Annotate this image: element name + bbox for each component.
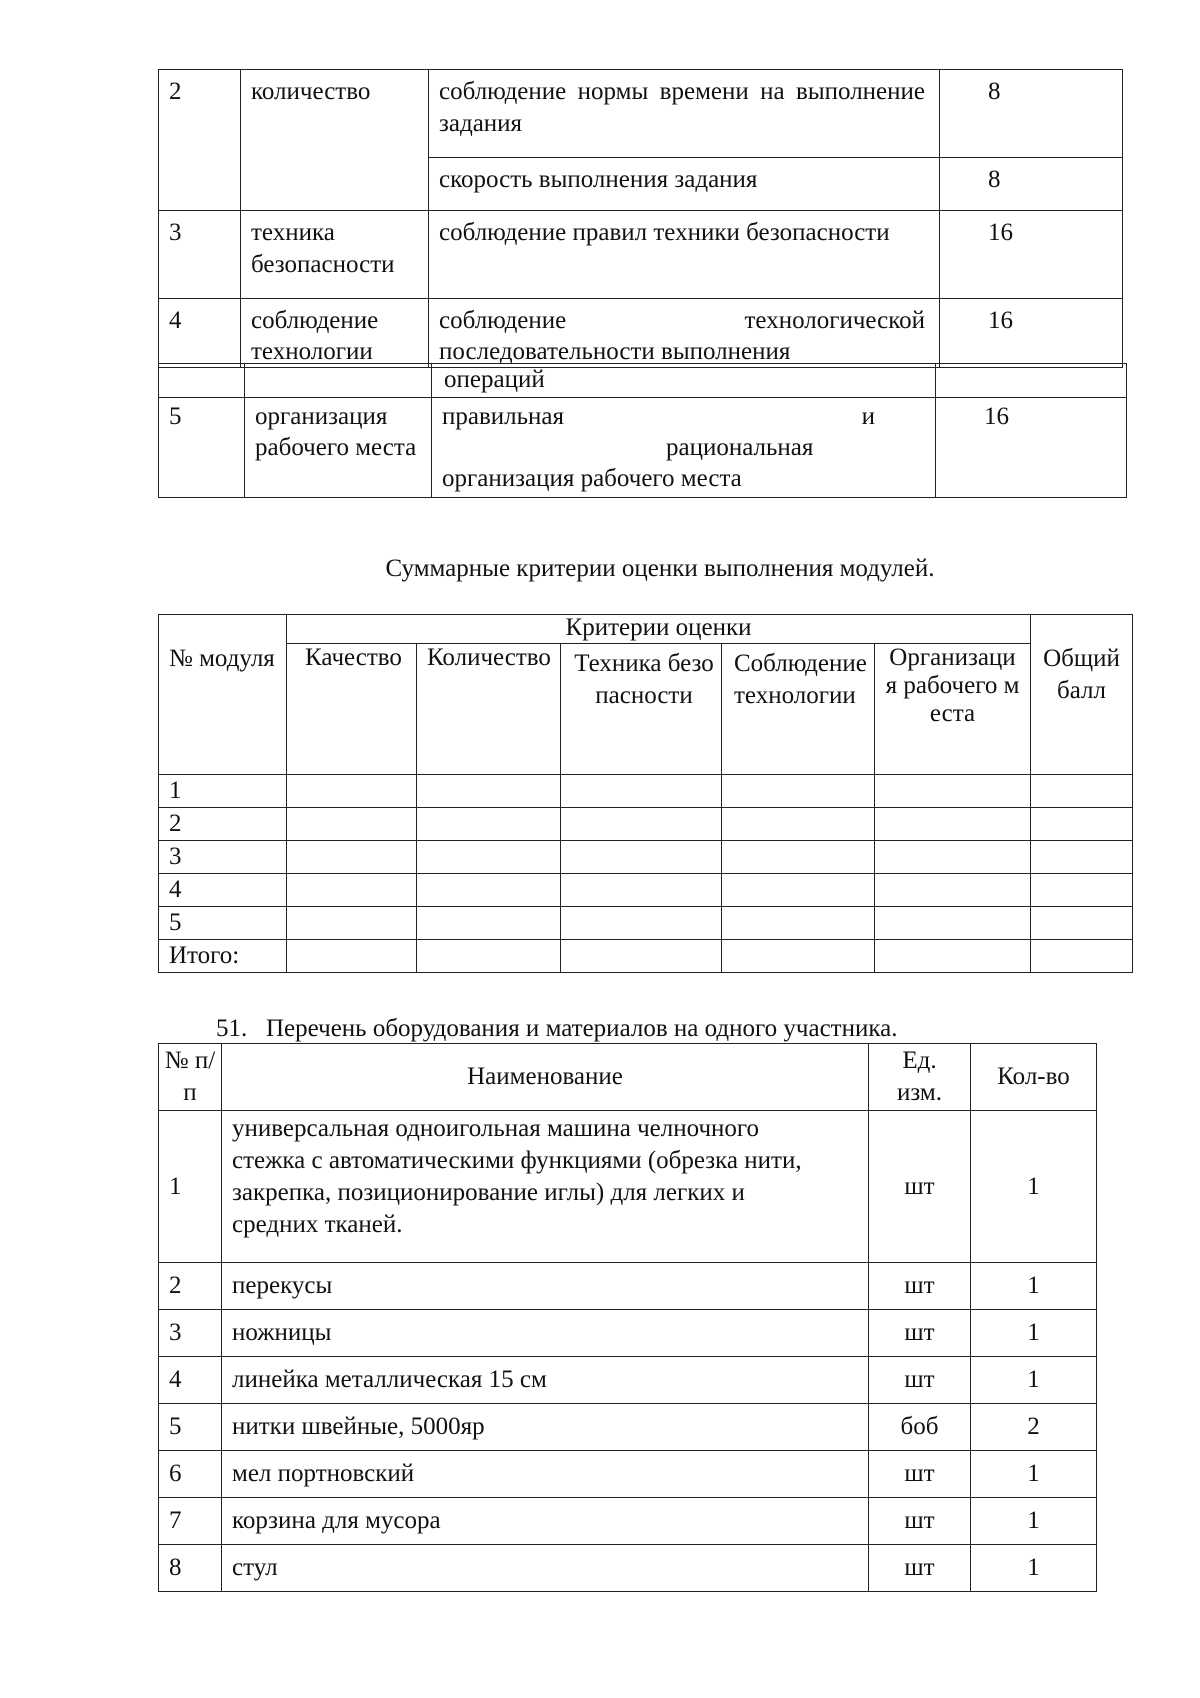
module-number: 1 (159, 775, 287, 808)
criteria-table (158, 69, 1123, 368)
table-header-row (159, 1044, 1097, 1111)
row-number: 3 (159, 211, 241, 299)
table-header-row (159, 615, 1133, 644)
item-unit: шт (869, 1263, 971, 1310)
sub-criterion: скорость выполнения задания (429, 158, 940, 211)
table-row (159, 1111, 1097, 1263)
module-number: 3 (159, 841, 287, 874)
table-row (159, 1498, 1097, 1545)
item-number: 8 (159, 1545, 222, 1592)
criterion-name: техника безопасности (241, 211, 429, 299)
equipment-table (158, 1043, 1097, 1592)
criterion-name: соблюдение технологии (241, 299, 429, 368)
item-qty: 1 (971, 1545, 1097, 1592)
score: 16 (936, 398, 1127, 498)
item-number: 3 (159, 1310, 222, 1357)
item-number: 1 (159, 1111, 222, 1263)
table-row (159, 299, 1123, 368)
col-quantity: Количество (417, 644, 561, 775)
item-unit: шт (869, 1310, 971, 1357)
table-row (159, 1310, 1097, 1357)
col-num: № п/п (159, 1044, 222, 1111)
col-total: Общий балл (1031, 615, 1133, 775)
module-number: 2 (159, 808, 287, 841)
item-qty: 1 (971, 1111, 1097, 1263)
module-number: 4 (159, 874, 287, 907)
score: 8 (940, 158, 1123, 211)
item-number: 2 (159, 1263, 222, 1310)
module-number: 5 (159, 907, 287, 940)
col-qty: Кол-во (971, 1044, 1097, 1111)
table-row (159, 1357, 1097, 1404)
item-qty: 1 (971, 1357, 1097, 1404)
table-row (159, 1545, 1097, 1592)
item-qty: 1 (971, 1451, 1097, 1498)
table-row (159, 398, 1127, 498)
table-row (159, 211, 1123, 299)
item-unit: боб (869, 1404, 971, 1451)
col-quality: Качество (287, 644, 417, 775)
row-number: 2 (159, 70, 241, 211)
item-number: 6 (159, 1451, 222, 1498)
score: 16 (940, 299, 1123, 368)
col-workplace: Организация рабочего места (875, 644, 1031, 775)
col-name: Наименование (222, 1044, 869, 1111)
col-unit: Ед. изм. (869, 1044, 971, 1111)
table-row (159, 1451, 1097, 1498)
criterion-name: организация рабочего места (245, 398, 432, 498)
table-row (159, 907, 1133, 940)
item-name: линейка металлическая 15 см (222, 1357, 869, 1404)
table-row (159, 808, 1133, 841)
item-qty: 1 (971, 1498, 1097, 1545)
item-name: перекусы (222, 1263, 869, 1310)
continuation-text: операций (432, 364, 936, 398)
item-unit: шт (869, 1357, 971, 1404)
item-name: корзина для мусора (222, 1498, 869, 1545)
item-unit: шт (869, 1451, 971, 1498)
sub-criterion: соблюдение технологической последовательности выполнения (429, 299, 940, 368)
item-number: 7 (159, 1498, 222, 1545)
score: 8 (940, 70, 1123, 158)
col-module: № модуля (159, 615, 287, 775)
criteria-table-continuation (158, 363, 1127, 498)
summary-title: Суммарные критерии оценки выполнения модулей. (385, 555, 935, 582)
col-safety (561, 644, 722, 775)
item-name: стул (222, 1545, 869, 1592)
item-name: мел портновский (222, 1451, 869, 1498)
row-number: 5 (159, 398, 245, 498)
table-row (159, 841, 1133, 874)
table-row (159, 70, 1123, 158)
item-number: 5 (159, 1404, 222, 1451)
table-row (159, 1404, 1097, 1451)
table-header-row (159, 644, 1133, 775)
item-unit: шт (869, 1498, 971, 1545)
summary-table (158, 614, 1133, 973)
item-qty: 1 (971, 1263, 1097, 1310)
item-unit: шт (869, 1545, 971, 1592)
item-name: ножницы (222, 1310, 869, 1357)
item-name: нитки швейные, 5000яр (222, 1404, 869, 1451)
col-criteria-group: Критерии оценки (287, 615, 1031, 644)
item-number: 4 (159, 1357, 222, 1404)
item-unit: шт (869, 1111, 971, 1263)
col-safety-label: Техника безопасности (574, 650, 714, 709)
item-qty: 1 (971, 1310, 1097, 1357)
col-technology: Соблюдение технологии (722, 644, 875, 775)
table-row (159, 940, 1133, 973)
sub-criterion: правильная и рациональная организация рабочего места (432, 398, 936, 498)
table-row (159, 775, 1133, 808)
item-qty: 2 (971, 1404, 1097, 1451)
score: 16 (940, 211, 1123, 299)
total-label: Итого: (159, 940, 287, 973)
equipment-title: 51. Перечень оборудования и материалов на одного участника. (216, 1015, 898, 1042)
table-row (159, 874, 1133, 907)
table-row (159, 364, 1127, 398)
row-number: 4 (159, 299, 241, 368)
sub-criterion: соблюдение правил техники безопасности (429, 211, 940, 299)
table-row (159, 1263, 1097, 1310)
item-name: универсальная одноигольная машина челночного стежка с автоматическими функциями (обрезка нити, закрепка, позиционирование иглы) для легких и средних тканей. (222, 1111, 869, 1263)
sub-criterion: соблюдение нормы времени на выполнение задания (429, 70, 940, 158)
criterion-name: количество (241, 70, 429, 211)
